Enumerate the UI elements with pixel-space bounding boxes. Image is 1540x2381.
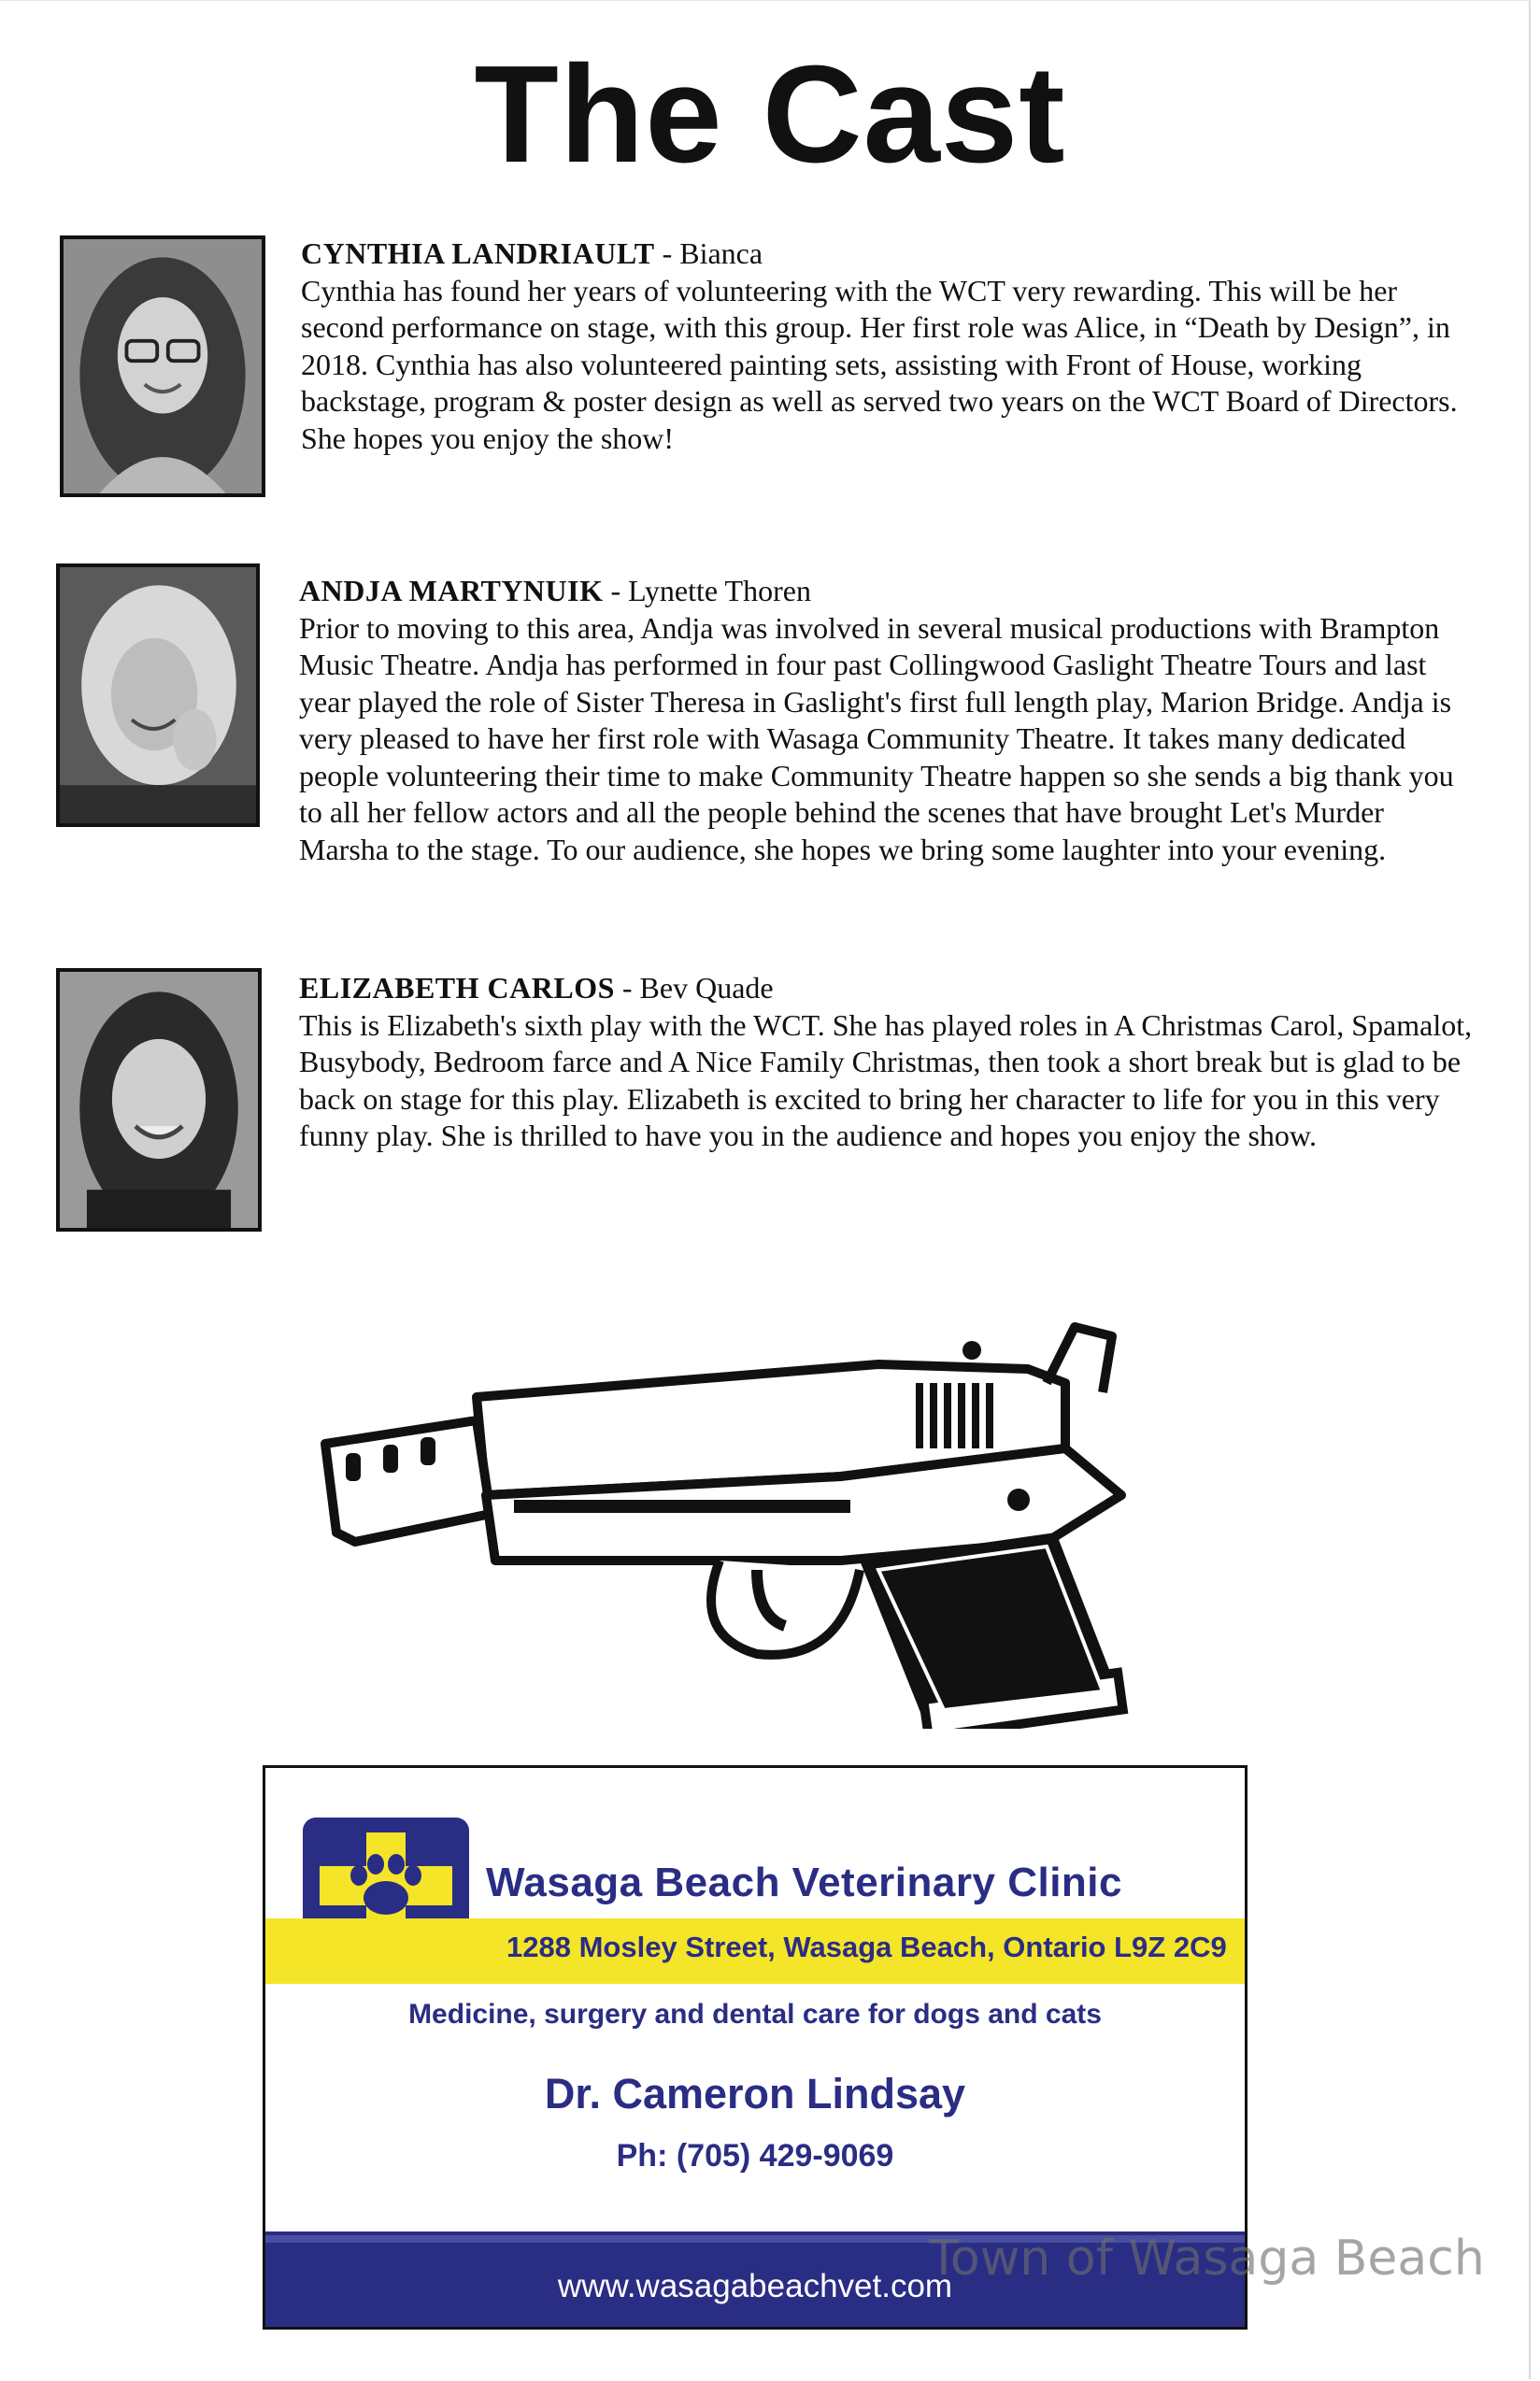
clinic-phone: Ph: (705) 429-9069 xyxy=(616,2138,894,2174)
cast-role: - Bianca xyxy=(654,236,763,270)
clinic-website: www.wasagabeachvet.com xyxy=(557,2268,953,2304)
page-title: The Cast xyxy=(474,37,1066,192)
clinic-services: Medicine, surgery and dental care for dogs and cats xyxy=(408,1999,1102,2030)
cast-bio-elizabeth xyxy=(299,970,1476,1155)
watermark: Town of Wasaga Beach xyxy=(929,2231,1485,2287)
cast-bio-andja xyxy=(299,573,1476,868)
cast-bio-cynthia xyxy=(301,235,1469,457)
cast-photo-andja xyxy=(56,563,260,827)
cast-name: CYNTHIA LANDRIAULT xyxy=(301,236,655,270)
cast-bio-text: Prior to moving to this area, Andja was involved in several musical productions with Brampton Music Theatre. Andja has performed in four past Collingwood Gaslight Theatre Tours and last year played the role of Sister Theresa in Gaslight's first full length play, Marion Bridge. Andja is very pleased to have her first role with Wasaga Community Theatre. It takes many dedicated people volunteering their time to make Community Theatre happen so she sends a big thank you to all her fellow actors and all the people behind the scenes that have brought Let's Murder Marsha to the stage. To our audience, she hopes we bring some laughter into your evening. xyxy=(299,610,1454,866)
pistol-illustration xyxy=(318,1262,1196,1729)
cast-name: ANDJA MARTYNUIK xyxy=(299,574,604,607)
cast-photo-cynthia xyxy=(60,235,265,497)
cast-role: - Bev Quade xyxy=(614,971,774,1005)
clinic-address: 1288 Mosley Street, Wasaga Beach, Ontario L9Z 2C9 xyxy=(506,1931,1227,1963)
clinic-doctor: Dr. Cameron Lindsay xyxy=(544,2070,966,2117)
clinic-name: Wasaga Beach Veterinary Clinic xyxy=(486,1860,1122,1905)
cast-name: ELIZABETH CARLOS xyxy=(299,971,615,1005)
cast-role: - Lynette Thoren xyxy=(603,574,811,607)
cast-photo-elizabeth xyxy=(56,968,262,1232)
cast-bio-text: This is Elizabeth's sixth play with the WCT. She has played roles in A Christmas Carol, Spamalot, Busybody, Bedroom farce and A Nice Family Christmas, then took a short break but is glad to be back on stage for this play. Elizabeth is excited to bring her character to life for you in this very funny play. She is thrilled to have you in the audience and hopes you enjoy the show. xyxy=(299,1007,1473,1152)
cast-bio-text: Cynthia has found her years of volunteering with the WCT very rewarding. This will be her second performance on stage, with this group. Her first role was Alice, in “Death by Design”, in 2018. Cynthia has also volunteered painting sets, assisting with Front of House, working backstage, program & poster design as well as served two years on the WCT Board of Directors. She hopes you enjoy the show! xyxy=(301,273,1458,455)
